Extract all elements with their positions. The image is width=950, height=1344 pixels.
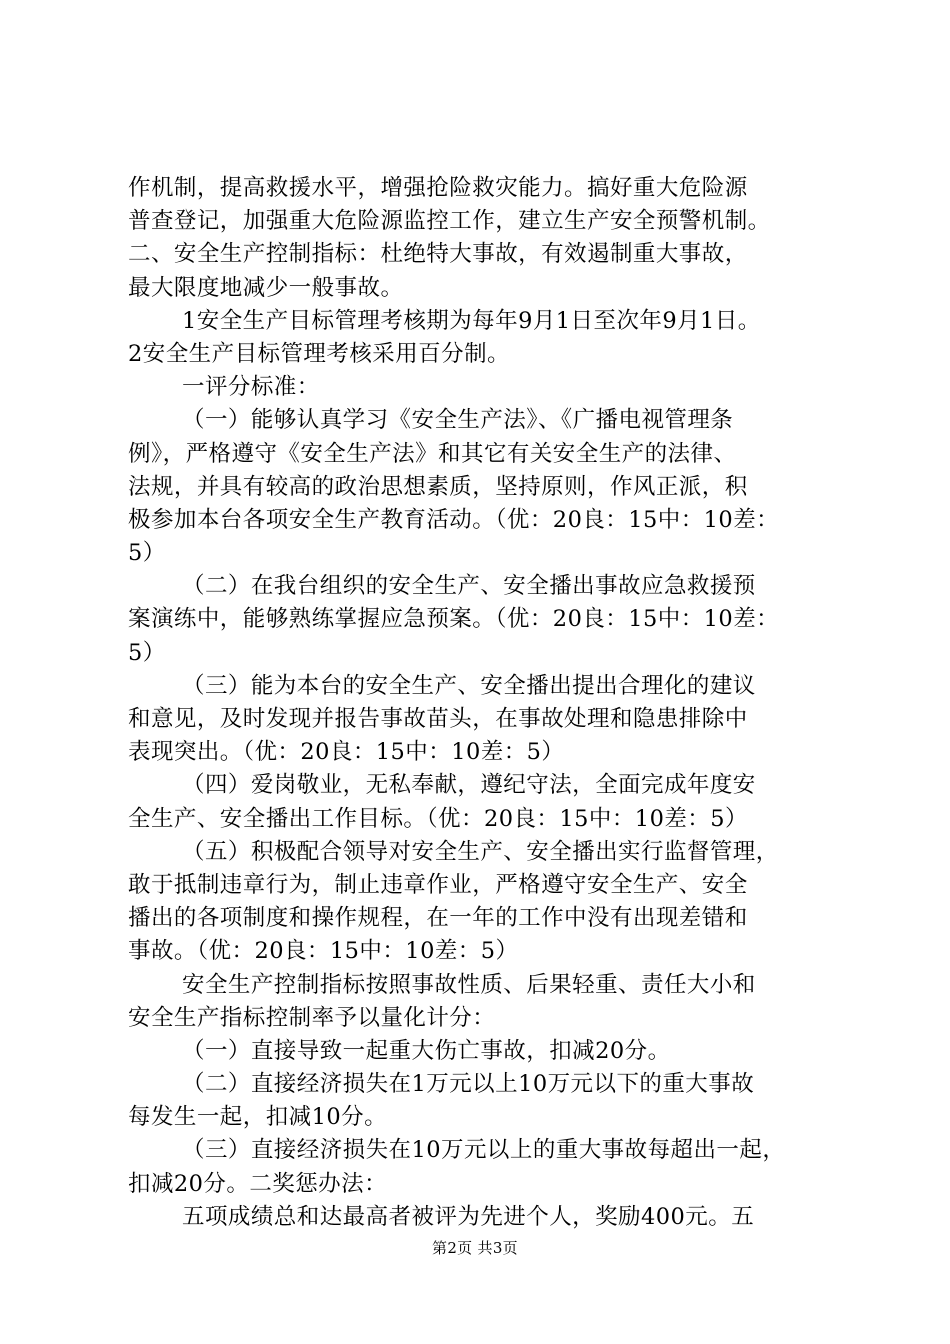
text-line: 普查登记，加强重大危险源监控工作，建立生产安全预警机制。 — [128, 208, 771, 235]
text-line: 5） — [128, 540, 166, 567]
text-line: （五）积极配合领导对安全生产、安全播出实行监督管理， — [182, 838, 779, 865]
text-line: 极参加本台各项安全生产教育活动。（优：20良：15中：10差： — [128, 506, 780, 533]
text-line: （一）能够认真学习《安全生产法》、《广播电视管理条 — [182, 407, 734, 434]
text-line: 1安全生产目标管理考核期为每年9月1日至次年9月1日。 — [182, 307, 761, 334]
text-line: 扣减20分。二奖惩办法： — [128, 1170, 388, 1197]
text-line: 事故。（优：20良：15中：10差：5） — [128, 938, 519, 965]
text-line: 和意见，及时发现并报告事故苗头，在事故处理和隐患排除中 — [128, 706, 748, 732]
text-line: （一）直接导致一起重大伤亡事故，扣减20分。 — [182, 1037, 671, 1064]
text-line: （三）直接经济损失在10万元以上的重大事故每超出一起， — [182, 1137, 786, 1164]
text-line: （四）爱岗敬业，无私奉献，遵纪守法，全面完成年度安 — [182, 772, 756, 799]
text-line: 例》，严格遵守《安全生产法》和其它有关安全生产的法律、 — [128, 440, 737, 467]
text-line: 法规，并具有较高的政治思想素质，坚持原则，作风正派，积 — [128, 473, 748, 500]
text-line: 一评分标准： — [182, 374, 320, 401]
text-line: （二）在我台组织的安全生产、安全播出事故应急救援预 — [182, 573, 756, 600]
text-line: （二）直接经济损失在1万元以上10万元以下的重大事故 — [182, 1071, 755, 1098]
text-line: 敢于抵制违章行为，制止违章作业，严格遵守安全生产、安全 — [128, 871, 748, 898]
text-line: 二、安全生产控制指标：杜绝特大事故，有效遏制重大事故， — [128, 241, 748, 268]
text-line: 播出的各项制度和操作规程，在一年的工作中没有出现差错和 — [128, 905, 748, 932]
text-line: 2安全生产目标管理考核采用百分制。 — [128, 340, 510, 367]
text-line: 每发生一起，扣减10分。 — [128, 1104, 388, 1131]
page-footer: 第2页 共3页 — [432, 1239, 518, 1257]
text-line: 全生产、安全播出工作目标。（优：20良：15中：10差：5） — [128, 805, 748, 832]
text-line: 表现突出。（优：20良：15中：10差：5） — [128, 739, 565, 766]
text-line: 五项成绩总和达最高者被评为先进个人，奖励400元。五 — [182, 1203, 755, 1230]
text-line: 安全生产控制指标按照事故性质、后果轻重、责任大小和 — [182, 971, 756, 998]
text-line: 5） — [128, 639, 166, 666]
text-line: 作机制，提高救援水平，增强抢险救灾能力。搞好重大危险源 — [128, 175, 748, 201]
text-line: 案演练中，能够熟练掌握应急预案。（优：20良：15中：10差： — [128, 606, 780, 633]
text-line: 安全生产指标控制率予以量化计分： — [128, 1004, 496, 1031]
text-line: （三）能为本台的安全生产、安全播出提出合理化的建议 — [182, 672, 756, 699]
text-line: 最大限度地减少一般事故。 — [128, 274, 404, 301]
body-text — [128, 172, 844, 1234]
